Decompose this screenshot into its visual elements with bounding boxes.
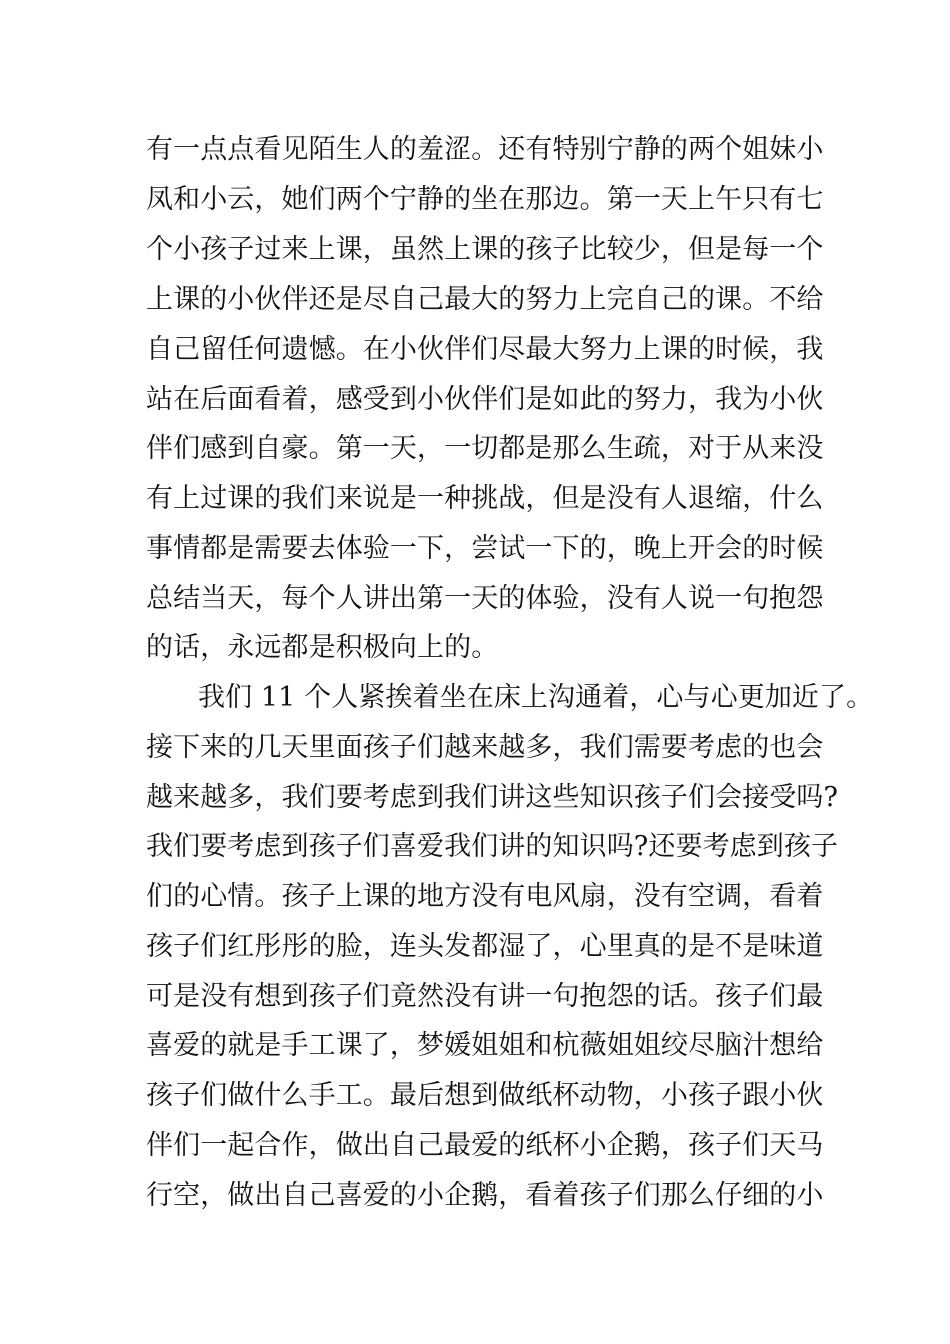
text-line: 总结当天，每个人讲出第一天的体验，没有人说一句抱怨 bbox=[146, 583, 824, 614]
text-line: 事情都是需要去体验一下，尝试一下的，晚上开会的时候 bbox=[146, 533, 824, 564]
text-line: 上课的小伙伴还是尽自己最大的努力上完自己的课。不给 bbox=[146, 284, 824, 315]
text-line: 的话，永远都是积极向上的。 bbox=[146, 632, 499, 663]
text-line: 们的心情。孩子上课的地方没有电风扇，没有空调，看着 bbox=[146, 881, 824, 912]
text-line: 可是没有想到孩子们竟然没有讲一句抱怨的话。孩子们最 bbox=[146, 981, 824, 1012]
text-line: 个小孩子过来上课，虽然上课的孩子比较少，但是每一个 bbox=[146, 234, 824, 265]
text-line: 我们要考虑到孩子们喜爱我们讲的知识吗?还要考虑到孩子 bbox=[146, 831, 839, 862]
text-line: 站在后面看着，感受到小伙伴们是如此的努力，我为小伙 bbox=[146, 384, 824, 415]
text-line: 孩子们做什么手工。最后想到做纸杯动物，小孩子跟小伙 bbox=[146, 1080, 824, 1111]
text-line: 行空，做出自己喜爱的小企鹅，看着孩子们那么仔细的小 bbox=[146, 1180, 824, 1211]
text-line: 有一点点看见陌生人的羞涩。还有特别宁静的两个姐妹小 bbox=[146, 134, 824, 165]
text-line: 伴们感到自豪。第一天，一切都是那么生疏，对于从来没 bbox=[146, 433, 824, 464]
text-line: 伴们一起合作，做出自己最爱的纸杯小企鹅，孩子们天马 bbox=[146, 1130, 824, 1161]
text-line: 孩子们红彤彤的脸，连头发都湿了，心里真的是不是味道 bbox=[146, 931, 824, 962]
paragraph-first-line: 我们 11 个人紧挨着坐在床上沟通着，心与心更加近了。 bbox=[198, 682, 874, 713]
text-line: 喜爱的就是手工课了，梦媛姐姐和杭薇姐姐绞尽脑汁想给 bbox=[146, 1030, 824, 1061]
text-line: 有上过课的我们来说是一种挑战，但是没有人退缩，什么 bbox=[146, 483, 824, 514]
text-line: 凤和小云，她们两个宁静的坐在那边。第一天上午只有七 bbox=[146, 184, 824, 215]
text-line: 越来越多，我们要考虑到我们讲这些知识孩子们会接受吗? bbox=[146, 782, 839, 813]
text-line: 自己留任何遗憾。在小伙伴们尽最大努力上课的时候，我 bbox=[146, 334, 824, 365]
text-line: 接下来的几天里面孩子们越来越多，我们需要考虑的也会 bbox=[146, 732, 824, 763]
